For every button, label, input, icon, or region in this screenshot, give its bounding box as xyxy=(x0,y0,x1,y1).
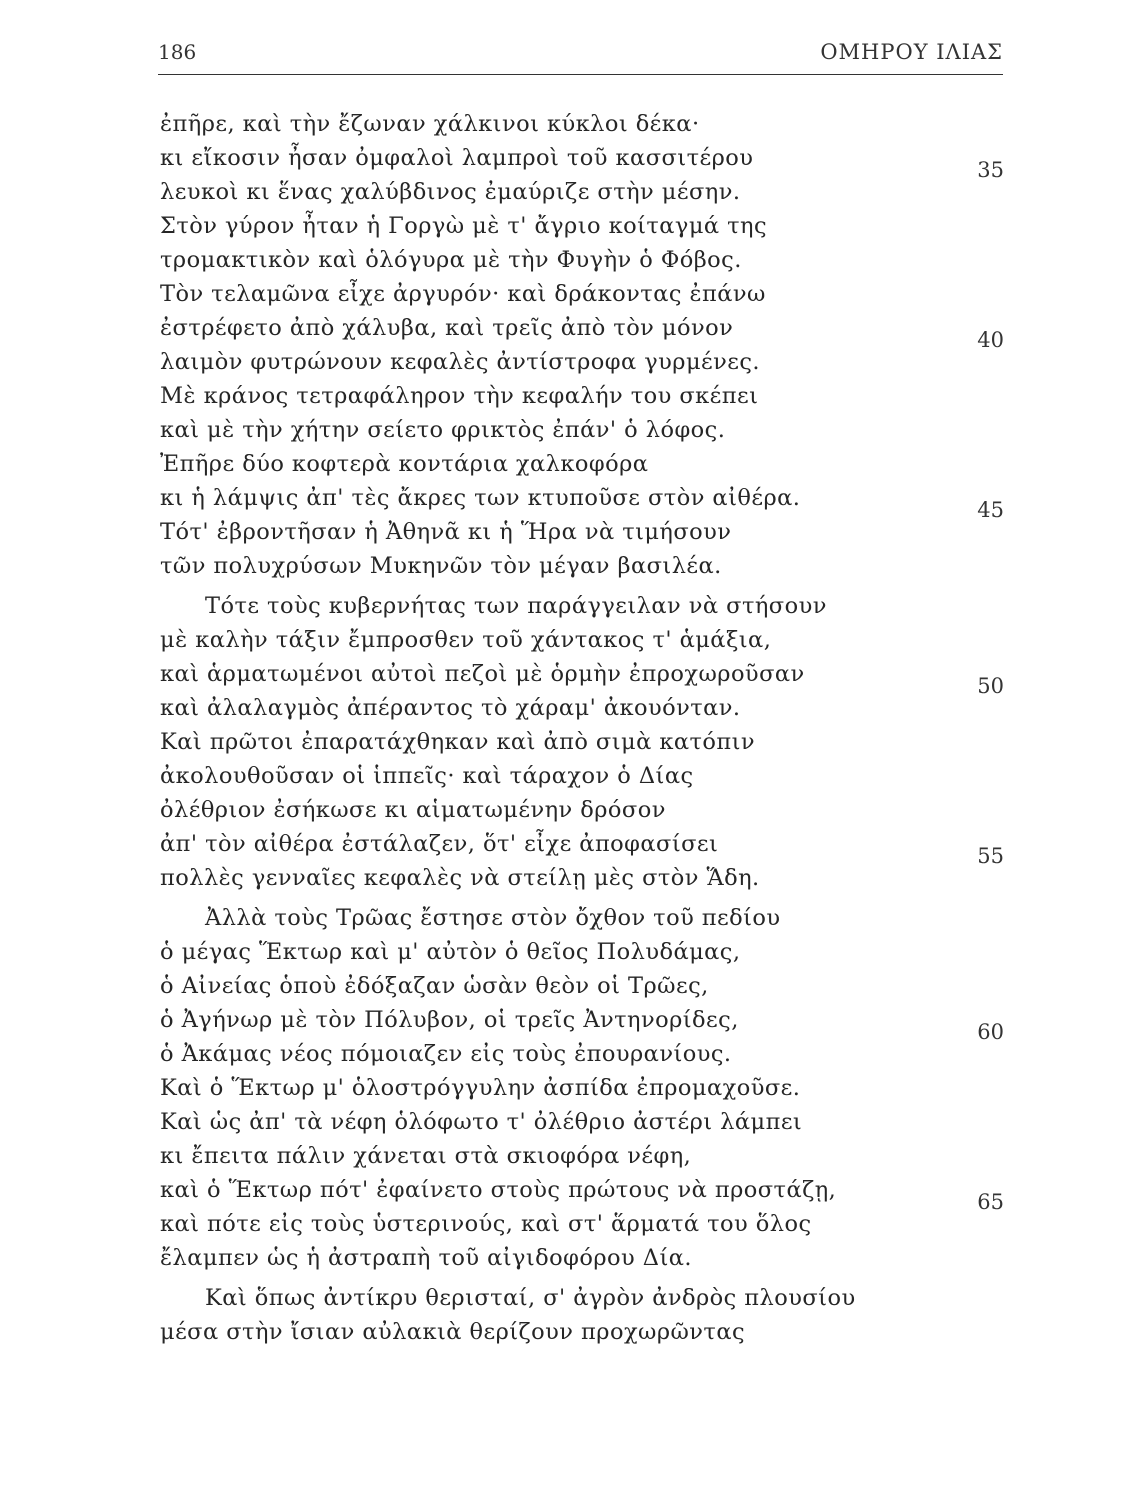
verse-line: καὶ ὁ Ἕκτωρ πότ' ἐφαίνετο στοὺς πρώτους νὰ προστάζῃ, xyxy=(160,1177,837,1203)
verse-line: ἔλαμπεν ὡς ἡ ἀστραπὴ τοῦ αἰγιδοφόρου Δία. xyxy=(160,1245,692,1271)
line-number: 65 xyxy=(977,1190,1004,1214)
verse-line: ἀκολουθοῦσαν οἱ ἱππεῖς· καὶ τάραχον ὁ Δίας xyxy=(160,763,694,789)
verse-line: ὁ Αἰνείας ὁποὺ ἐδόξαζαν ὡσὰν θεὸν οἱ Τρῶες, xyxy=(160,973,709,999)
verse-line: Ἐπῆρε δύο κοφτερὰ κοντάρια χαλκοφόρα xyxy=(160,451,649,477)
verse-line: ὀλέθριον ἐσήκωσε κι αἱματωμένην δρόσον xyxy=(160,797,666,823)
verse-line: κι εἴκοσιν ἦσαν ὀμφαλοὶ λαμπροὶ τοῦ κασσιτέρου xyxy=(160,145,754,171)
verse-line: μέσα στὴν ἴσιαν αὐλακιὰ θερίζουν προχωρῶντας xyxy=(160,1319,746,1345)
verse-line: ὁ μέγας Ἕκτωρ καὶ μ' αὐτὸν ὁ θεῖος Πολυδάμας, xyxy=(160,939,741,965)
line-number: 40 xyxy=(977,328,1004,352)
verse-line: καὶ πότε εἰς τοὺς ὑστερινούς, καὶ στ' ἅρματά του ὅλος xyxy=(160,1211,812,1237)
verse-line: Καὶ ὡς ἀπ' τὰ νέφη ὁλόφωτο τ' ὀλέθριο ἀστέρι λάμπει xyxy=(160,1109,803,1135)
verse-line: καὶ ἀλαλαγμὸς ἀπέραντος τὸ χάραμ' ἀκουόνταν. xyxy=(160,695,741,721)
verse-line: πολλὲς γενναῖες κεφαλὲς νὰ στείλῃ μὲς στὸν Ἅδη. xyxy=(160,865,760,891)
line-number: 55 xyxy=(977,844,1004,868)
line-number: 45 xyxy=(977,498,1004,522)
verse-line: Καὶ ὅπως ἀντίκρυ θερισταί, σ' ἀγρὸν ἀνδρὸς πλουσίου xyxy=(205,1285,856,1311)
verse-line: κι ἡ λάμψις ἀπ' τὲς ἄκρες των κτυποῦσε στὸν αἰθέρα. xyxy=(160,485,801,511)
line-number: 50 xyxy=(977,674,1004,698)
verse-line: κι ἔπειτα πάλιν χάνεται στὰ σκιοφόρα νέφη, xyxy=(160,1143,692,1169)
line-number: 60 xyxy=(977,1020,1004,1044)
running-title: ΟΜΗΡΟΥ ΙΛΙΑΣ xyxy=(820,40,1003,64)
verse-line: ὁ Ἀγήνωρ μὲ τὸν Πόλυβον, οἱ τρεῖς Ἀντηνορίδες, xyxy=(160,1007,739,1033)
verse-line: Καὶ πρῶτοι ἐπαρατάχθηκαν καὶ ἀπὸ σιμὰ κατόπιν xyxy=(160,729,756,755)
verse-line: μὲ καλὴν τάξιν ἔμπροσθεν τοῦ χάντακος τ' ἁμάξια, xyxy=(160,627,772,653)
verse-line: ἐπῆρε, καὶ τὴν ἔζωναν χάλκινοι κύκλοι δέκα· xyxy=(160,111,700,137)
verse-line: καὶ ἁρματωμένοι αὐτοὶ πεζοὶ μὲ ὁρμὴν ἐπροχωροῦσαν xyxy=(160,661,805,687)
verse-line: Τότ' ἐβροντῆσαν ἡ Ἀθηνᾶ κι ἡ Ἥρα νὰ τιμήσουν xyxy=(160,519,732,545)
page-number: 186 xyxy=(158,40,197,64)
verse-line: Καὶ ὁ Ἕκτωρ μ' ὁλοστρόγγυλην ἀσπίδα ἐπρομαχοῦσε. xyxy=(160,1075,801,1101)
verse-line: Τότε τοὺς κυβερνήτας των παράγγειλαν νὰ στήσουν xyxy=(205,593,827,619)
verse-line: καὶ μὲ τὴν χήτην σείετο φρικτὸς ἐπάν' ὁ λόφος. xyxy=(160,417,726,443)
verse-line: λευκοὶ κι ἕνας χαλύβδινος ἐμαύριζε στὴν μέσην. xyxy=(160,179,741,205)
verse-line: Μὲ κράνος τετραφάληρον τὴν κεφαλήν του σκέπει xyxy=(160,383,759,409)
verse-line: τῶν πολυχρύσων Μυκηνῶν τὸν μέγαν βασιλέα. xyxy=(160,553,722,579)
verse-line: τρομακτικὸν καὶ ὁλόγυρα μὲ τὴν Φυγὴν ὁ Φόβος. xyxy=(160,247,742,273)
verse-line: λαιμὸν φυτρώνουν κεφαλὲς ἀντίστροφα γυρμένες. xyxy=(160,349,761,375)
verse-line: Ἀλλὰ τοὺς Τρῶας ἔστησε στὸν ὄχθον τοῦ πεδίου xyxy=(205,905,781,931)
page-header xyxy=(158,40,1003,75)
verse-line: Τὸν τελαμῶνα εἶχε ἀργυρόν· καὶ δράκοντας ἐπάνω xyxy=(160,281,766,307)
line-number: 35 xyxy=(977,158,1004,182)
verse-line: Στὸν γύρον ἦταν ἡ Γοργὼ μὲ τ' ἄγριο κοίταγμά της xyxy=(160,213,768,239)
verse-line: ἀπ' τὸν αἰθέρα ἐστάλαζεν, ὅτ' εἶχε ἀποφασίσει xyxy=(160,831,719,857)
verse-line: ὁ Ἀκάμας νέος πόμοιαζεν εἰς τοὺς ἐπουρανίους. xyxy=(160,1041,732,1067)
verse-line: ἐστρέφετο ἀπὸ χάλυβα, καὶ τρεῖς ἀπὸ τὸν μόνον xyxy=(160,315,734,341)
